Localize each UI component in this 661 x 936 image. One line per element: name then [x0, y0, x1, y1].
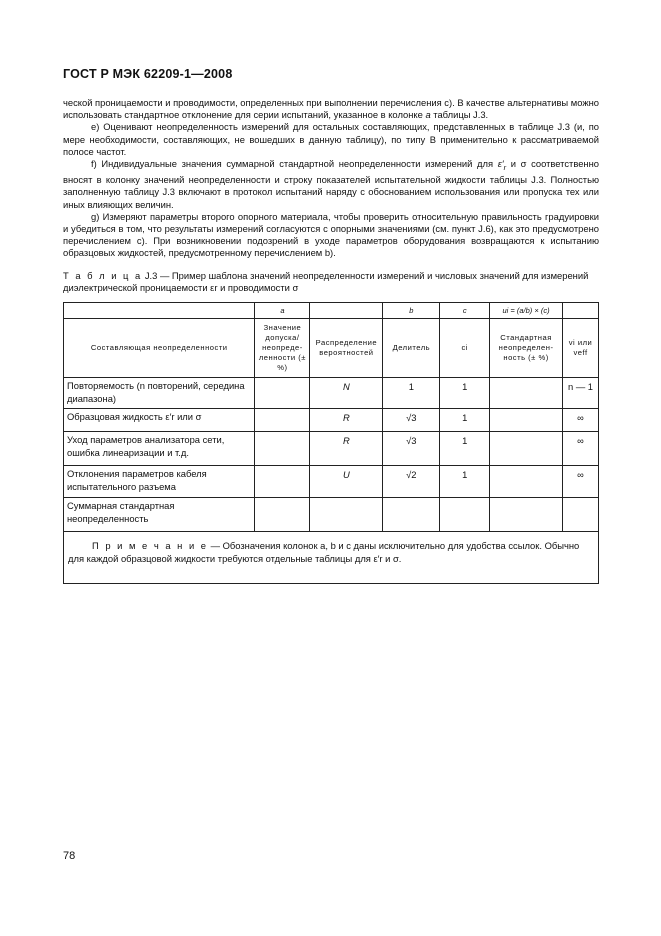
- letter-cell: [310, 303, 383, 319]
- header-row: [64, 319, 599, 378]
- ci-cell: 1: [440, 466, 490, 498]
- table-caption-label: Т а б л и ц а: [63, 270, 143, 281]
- tolerance-cell: [255, 432, 310, 466]
- ci-cell: 1: [440, 409, 490, 432]
- distribution-cell: U: [310, 466, 383, 498]
- table-caption: [63, 270, 599, 294]
- header-cell: vi или veff: [563, 319, 599, 378]
- paragraph-e: е) Оценивают неопределенность измерений для остальных составляющих, представленных в таблице J.3 (и, по мере необходимости, составляющих, не вошедших в данную таблицу), по типу В применительно к рассматриваемой полосе частот.: [63, 121, 599, 157]
- letter-cell: a: [255, 303, 310, 319]
- ci-cell: 1: [440, 378, 490, 409]
- paragraph-g: g) Измеряют параметры второго опорного материала, чтобы проверить относительную правильность градуировки и убедиться в том, что результаты измерений согласуются с опорными значениями (см. пункт J.6), как это предусмотрено перечислением с). При возникновении подозрений в уходе параметров оборудования возвращаются к испытанию образцовых жидкостей, предусмотренному перечислением b).: [63, 210, 599, 259]
- header-cell: Значение допуска/ неопреде-ленности (± %): [255, 319, 310, 378]
- table-row: [64, 409, 599, 432]
- letter-cell: c: [440, 303, 490, 319]
- table-caption-text: J.3 — Пример шаблона значений неопределенности измерений и числовых значений для измерений диэлектрической проницаемости εr и проводимости σ: [63, 270, 589, 294]
- body-text: [63, 97, 599, 260]
- divisor-cell: √2: [383, 466, 440, 498]
- header-cell: Стандартная неопределен-ность (± %): [490, 319, 563, 378]
- note-text: — Обозначения колонок a, b и c даны исключительно для удобства ссылок. Обычно для каждой образцовой жидкости требуются отдельные таблицы для ε′r и σ.: [68, 540, 580, 564]
- column-letters-row: [64, 303, 599, 319]
- ci-cell: [440, 498, 490, 532]
- dof-cell: ∞: [563, 466, 599, 498]
- letter-cell: ui = (a/b) × (c): [490, 303, 563, 319]
- table-row: [64, 498, 599, 532]
- header-cell: Составляющая неопределенности: [64, 319, 255, 378]
- dof-cell: [563, 498, 599, 532]
- distribution-cell: R: [310, 409, 383, 432]
- component-name: Уход параметров анализатора сети, ошибка линеаризации и т.д.: [64, 432, 255, 466]
- tolerance-cell: [255, 466, 310, 498]
- tolerance-cell: [255, 409, 310, 432]
- divisor-cell: √3: [383, 432, 440, 466]
- header-cell: ci: [440, 319, 490, 378]
- component-name: Суммарная стандартная неопределенность: [64, 498, 255, 532]
- letter-cell: [563, 303, 599, 319]
- paragraph-f: f) Индивидуальные значения суммарной стандартной неопределенности измерений для $\varepsilon'_r$ и σ соответственно вносят в колонку значений неопределенности и строку показателей испытательной жидкости таблицы J.3. Полностью заполненную таблицу J.3 включают в протокол испытаний наряду с обоснованием использования или пропуска тех или иных влияющих величин.: [63, 158, 599, 210]
- std-uncertainty-cell: [490, 378, 563, 409]
- table-row: [64, 432, 599, 466]
- document-header: ГОСТ Р МЭК 62209-1—2008: [63, 67, 233, 81]
- table-row: [64, 378, 599, 409]
- dof-cell: n — 1: [563, 378, 599, 409]
- divisor-cell: √3: [383, 409, 440, 432]
- divisor-cell: [383, 498, 440, 532]
- note-row: [64, 532, 599, 584]
- component-name: Образцовая жидкость ε′r или σ: [64, 409, 255, 432]
- uncertainty-table: [63, 302, 599, 584]
- letter-cell: b: [383, 303, 440, 319]
- component-name: Отклонения параметров кабеля испытательного разъема: [64, 466, 255, 498]
- std-uncertainty-cell: [490, 498, 563, 532]
- note-label: П р и м е ч а н и е: [92, 540, 209, 551]
- divisor-cell: 1: [383, 378, 440, 409]
- tolerance-cell: [255, 498, 310, 532]
- component-name: Повторяемость (n повторений, середина диапазона): [64, 378, 255, 409]
- header-cell: Делитель: [383, 319, 440, 378]
- distribution-cell: R: [310, 432, 383, 466]
- distribution-cell: N: [310, 378, 383, 409]
- dof-cell: ∞: [563, 409, 599, 432]
- table-note: [64, 532, 599, 584]
- std-uncertainty-cell: [490, 432, 563, 466]
- distribution-cell: [310, 498, 383, 532]
- std-uncertainty-cell: [490, 409, 563, 432]
- letter-cell: [64, 303, 255, 319]
- std-uncertainty-cell: [490, 466, 563, 498]
- tolerance-cell: [255, 378, 310, 409]
- ci-cell: 1: [440, 432, 490, 466]
- page-number: 78: [63, 850, 76, 862]
- dof-cell: ∞: [563, 432, 599, 466]
- table-row: [64, 466, 599, 498]
- paragraph-cont: ческой проницаемости и проводимости, определенных при выполнении перечисления с). В качестве альтернативы можно использовать стандартное отклонение для серии испытаний, указанное в колонке а таблицы J.3.: [63, 97, 599, 121]
- header-cell: Распределение вероятностей: [310, 319, 383, 378]
